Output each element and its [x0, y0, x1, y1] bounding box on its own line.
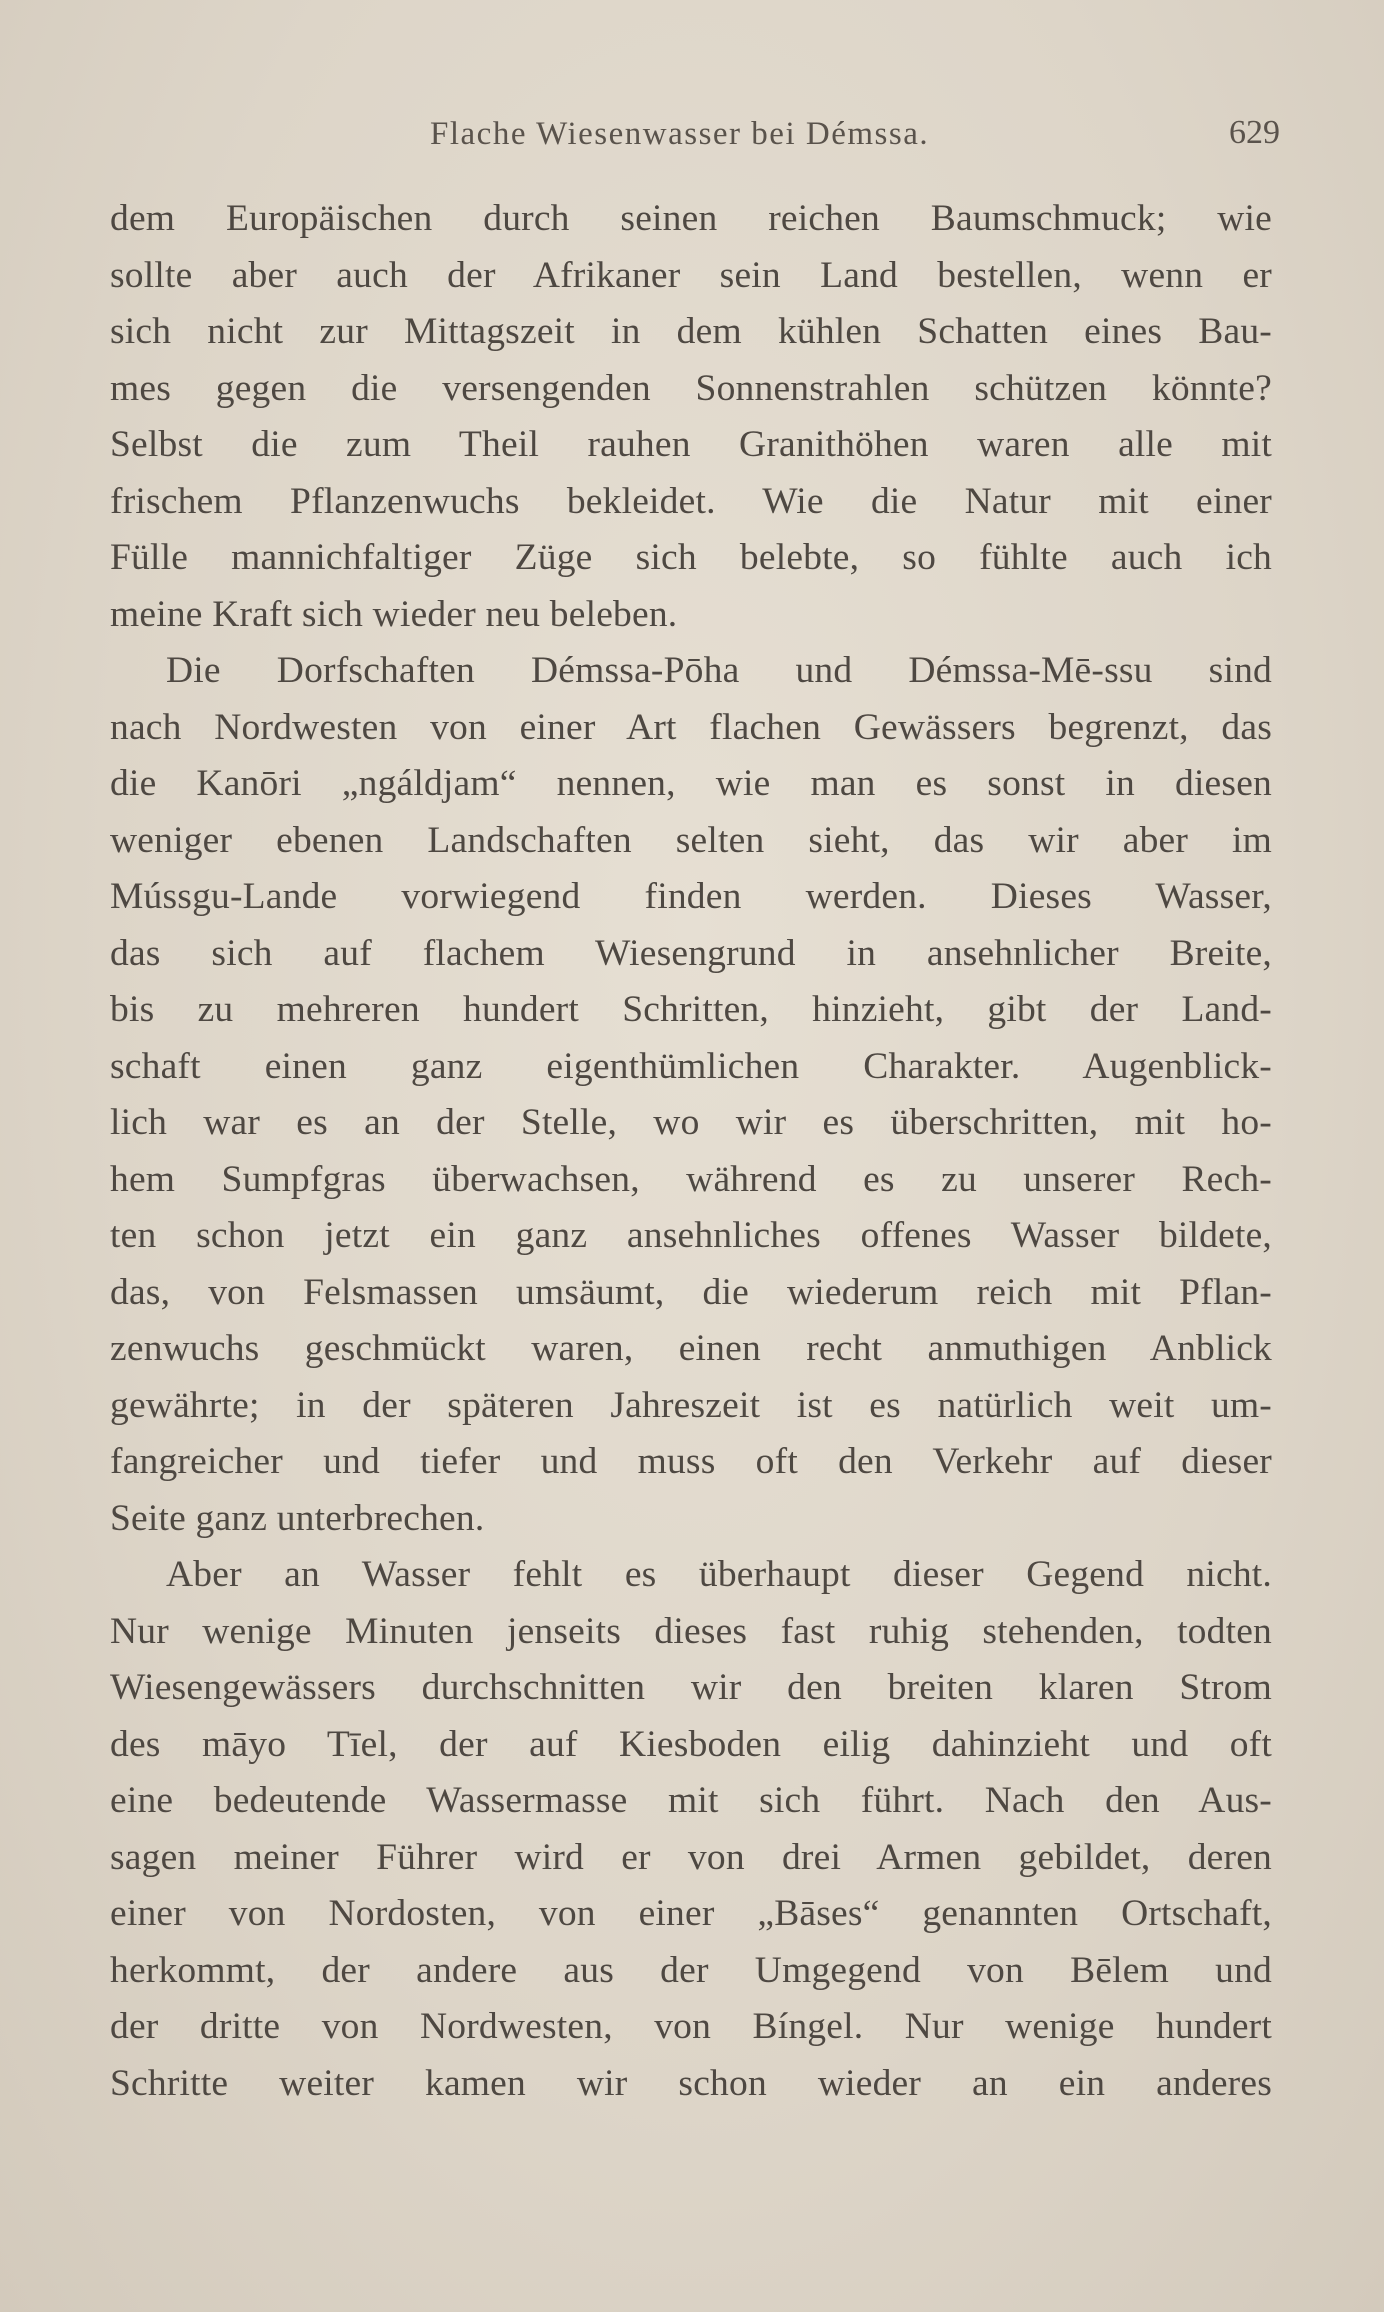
- text-line: das, von Felsmassen umsäumt, die wiederum reich mit Pflan-: [110, 1271, 1272, 1313]
- text-line: Mússgu-Lande vorwiegend finden werden. Dieses Wasser,: [110, 876, 1272, 917]
- text-line: Selbst die zum Theil rauhen Granithöhen waren alle mit: [110, 424, 1272, 465]
- text-line: meine Kraft sich wieder neu beleben.: [110, 593, 678, 635]
- page-number: 629: [1229, 114, 1280, 151]
- text-line: Fülle mannichfaltiger Züge sich belebte, so fühlte auch ich: [110, 537, 1272, 578]
- body-text: [110, 191, 1272, 2112]
- text-line: sollte aber auch der Afrikaner sein Land bestellen, wenn er: [110, 254, 1272, 296]
- text-line: sich nicht zur Mittagszeit in dem kühlen Schatten eines Bau-: [110, 311, 1272, 352]
- running-title: Flache Wiesenwasser bei Démssa.: [430, 116, 930, 152]
- text-line: schaft einen ganz eigenthümlichen Charakter. Augenblick-: [110, 1045, 1272, 1087]
- text-line: Die Dorfschaften Démssa-Pōha und Démssa-Mē-ssu sind: [166, 650, 1272, 691]
- text-line: des māyo Tīel, der auf Kiesboden eilig dahinzieht und oft: [110, 1723, 1272, 1765]
- page-header: [110, 108, 1280, 168]
- text-line: gewährte; in der späteren Jahreszeit ist es natürlich weit um-: [110, 1384, 1272, 1426]
- text-line: die Kanōri „ngáldjam“ nennen, wie man es sonst in diesen: [110, 763, 1272, 804]
- text-line: sagen meiner Führer wird er von drei Armen gebildet, deren: [110, 1836, 1272, 1878]
- text-line: dem Europäischen durch seinen reichen Baumschmuck; wie: [110, 198, 1272, 239]
- text-line: zenwuchs geschmückt waren, einen recht anmuthigen Anblick: [110, 1328, 1272, 1369]
- text-line: nach Nordwesten von einer Art flachen Gewässers begrenzt, das: [110, 706, 1272, 748]
- text-line: bis zu mehreren hundert Schritten, hinzieht, gibt der Land-: [110, 989, 1272, 1030]
- text-line: frischem Pflanzenwuchs bekleidet. Wie die Natur mit einer: [110, 480, 1272, 522]
- text-line: Nur wenige Minuten jenseits dieses fast ruhig stehenden, todten: [110, 1610, 1272, 1652]
- text-line: Wiesengewässers durchschnitten wir den breiten klaren Strom: [110, 1667, 1272, 1708]
- text-line: eine bedeutende Wassermasse mit sich führt. Nach den Aus-: [110, 1780, 1272, 1821]
- text-line: mes gegen die versengenden Sonnenstrahlen schützen könnte?: [110, 367, 1272, 409]
- text-line: fangreicher und tiefer und muss oft den Verkehr auf dieser: [110, 1441, 1272, 1482]
- text-line: Seite ganz unterbrechen.: [110, 1497, 485, 1539]
- text-line: das sich auf flachem Wiesengrund in ansehnlicher Breite,: [110, 932, 1272, 974]
- text-line: Aber an Wasser fehlt es überhaupt dieser Gegend nicht.: [166, 1554, 1272, 1595]
- text-line: herkommt, der andere aus der Umgegend von Bēlem und: [110, 1949, 1272, 1991]
- text-line: Schritte weiter kamen wir schon wieder an ein anderes: [110, 2062, 1272, 2104]
- text-line: einer von Nordosten, von einer „Bāses“ genannten Ortschaft,: [110, 1893, 1272, 1934]
- text-line: ten schon jetzt ein ganz ansehnliches offenes Wasser bildete,: [110, 1215, 1272, 1256]
- text-line: hem Sumpfgras überwachsen, während es zu unserer Rech-: [110, 1158, 1272, 1200]
- text-line: der dritte von Nordwesten, von Bíngel. Nur wenige hundert: [110, 2006, 1272, 2047]
- text-line: weniger ebenen Landschaften selten sieht, das wir aber im: [110, 819, 1272, 861]
- text-line: lich war es an der Stelle, wo wir es überschritten, mit ho-: [110, 1102, 1272, 1143]
